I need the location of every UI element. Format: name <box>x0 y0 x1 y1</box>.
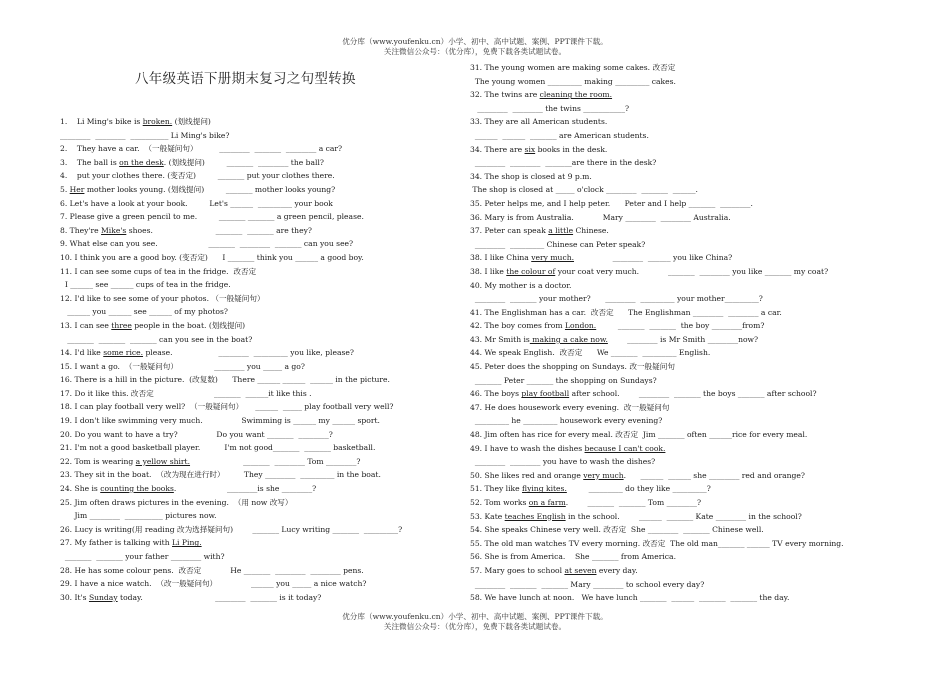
exercise-line <box>60 428 402 442</box>
exercise-line <box>470 564 844 578</box>
line-text: 42. The boy comes from <box>470 321 565 331</box>
exercise-line <box>470 170 844 184</box>
line-text: 35. Peter helps me, and I help peter. Peter and I help _______ ________. <box>470 198 753 208</box>
line-text: 38. I like <box>470 266 507 276</box>
line-text: _______ Peter _______ the shopping on Sundays? <box>470 375 657 385</box>
line-text: ________ ________ you have to wash the dishes? <box>470 457 656 467</box>
exercise-line <box>60 156 402 170</box>
exercise-line <box>60 224 402 238</box>
line-text: 53. Kate <box>470 511 505 521</box>
exercise-line <box>60 197 402 211</box>
exercise-line <box>470 374 844 388</box>
underlined-phrase: on the desk <box>119 157 164 167</box>
exercise-line <box>470 333 844 347</box>
underlined-phrase: six <box>524 144 536 154</box>
line-text: people in the boat. (划线提问) <box>131 320 246 330</box>
line-text: please. ________ _________ you like, please? <box>143 348 354 358</box>
line-text: 7. Please give a green pencil to me. _______ _______ a green pencil, please. <box>60 212 364 222</box>
line-text: 13. I can see <box>60 320 112 330</box>
line-text: ______ you ______ see ______ of my photos? <box>60 307 228 317</box>
underlined-phrase: Mike's <box>101 225 127 235</box>
line-text: 19. I don't like swimming very much. Swimming is ______ my ______ sport. <box>60 416 380 426</box>
header-line-1: 优分库（www.youfenku.cn）小学、初中、高中试题、案例、PPT课件下载。 <box>342 37 608 46</box>
exercise-line <box>470 211 844 225</box>
line-text: 26. Lucy is writing(用 reading 改为选择疑问句) _______ Lucy writing _______ _________? <box>60 524 403 534</box>
exercise-line <box>60 536 402 550</box>
exercise-line <box>470 75 844 89</box>
line-text: 49. I have to wash the dishes <box>470 443 585 453</box>
exercise-line <box>60 455 402 469</box>
line-text: 22. Tom is wearing <box>60 456 136 466</box>
line-text: ________ _______ your mother? ________ _________ your mother_________? <box>470 294 763 304</box>
line-text: 34. The shop is closed at 9 p.m. <box>470 171 592 181</box>
line-text: . (划线提问) _______ ________ the ball? <box>163 157 324 167</box>
exercise-line <box>470 306 844 320</box>
exercise-line <box>60 441 402 455</box>
right-column-exercises <box>470 61 844 605</box>
exercise-line <box>60 210 402 224</box>
line-text: 52. Tom works <box>470 498 529 507</box>
line-text: 1. Li Ming's bike is <box>60 117 143 126</box>
line-text: 32. The twins are <box>470 90 540 100</box>
line-text: 20. Do you want to have a try? Do you want _______ ________? <box>60 429 333 439</box>
line-text: 30. It's <box>60 592 89 602</box>
line-text: 24. She is <box>60 484 101 494</box>
underlined-phrase: very much. <box>531 253 575 263</box>
line-text: Jim ________ __________ pictures now. <box>60 511 217 521</box>
exercise-line <box>470 143 844 157</box>
line-text: ________ _______ _______ Mary ________ to school every day? <box>470 579 705 589</box>
line-text: 11. I can see some cups of tea in the fridge. 改否定 <box>60 266 257 276</box>
exercise-line <box>60 142 402 156</box>
left-column-exercises <box>60 115 402 604</box>
line-text: 56. She is from America. She _______ from America. <box>470 552 676 562</box>
page-footer <box>0 612 950 632</box>
line-text: shoes. _______ _______ are they? <box>126 225 312 235</box>
line-text: mother looks young. (划线提问) _______ mother looks young? <box>84 184 336 194</box>
underlined-phrase: Her <box>69 184 85 194</box>
line-text: 28. He has some colour pens. 改否定 He _______ ________ ________ pens. <box>60 565 364 575</box>
exercise-line <box>60 115 402 129</box>
exercise-line <box>470 115 844 129</box>
exercise-line <box>60 346 402 360</box>
exercise-line <box>470 537 844 551</box>
line-text: Chinese. <box>573 226 609 236</box>
exercise-line <box>60 183 402 197</box>
line-text: 10. I think you are a good boy. (变否定) I _______ think you ______ a good boy. <box>60 252 364 262</box>
underlined-phrase: cleaning the room. <box>539 90 613 100</box>
line-text: in the school. ______ _______ Kate ________ in the school? <box>565 511 802 521</box>
exercise-line <box>60 400 402 414</box>
exercise-line <box>60 564 402 578</box>
exercise-line <box>60 251 402 265</box>
line-text: The shop is closed at _____ o'clock ________ _______ ______. <box>470 185 698 195</box>
exercise-line <box>470 428 844 442</box>
exercise-line <box>60 387 402 401</box>
line-text: ________ _________ Chinese can Peter speak? <box>470 239 646 249</box>
exercise-line <box>470 482 844 496</box>
exercise-line <box>60 305 402 319</box>
exercise-line <box>60 509 402 523</box>
exercise-line <box>60 373 402 387</box>
exercise-line <box>470 523 844 537</box>
exercise-line <box>60 169 402 183</box>
line-text: 12. I'd like to see some of your photos. （一般疑问句） <box>60 293 265 303</box>
exercise-line <box>60 333 402 347</box>
exercise-line <box>60 265 402 279</box>
exercise-line <box>470 88 844 102</box>
exercise-line <box>60 496 402 510</box>
line-text: 25. Jim often draws pictures in the evening. （用 now 改写） <box>60 497 293 507</box>
underlined-phrase: making a cake now. <box>529 334 608 344</box>
line-text: 6. Let's have a look at your book. Let's ______ _________ your book <box>60 198 333 208</box>
exercise-line <box>470 401 844 415</box>
line-text: _________ he _________ housework every evening? <box>470 416 663 426</box>
exercise-line <box>470 510 844 524</box>
line-text: ________ ______ you like China? <box>574 253 733 263</box>
line-text: ________ ________ _______are there in the desk? <box>470 158 657 168</box>
exercise-line <box>60 319 402 333</box>
line-text: 37. Peter can speak <box>470 226 549 236</box>
underlined-phrase: on a farm <box>528 498 566 507</box>
line-text: 15. I want a go. （一般疑问句） ________ you _____ a go? <box>60 361 305 371</box>
exercise-line <box>60 577 402 591</box>
exercise-line <box>470 129 844 143</box>
line-text: . ______ ______ she ________ red and orange? <box>623 470 805 480</box>
exercise-line <box>60 129 402 143</box>
exercise-line <box>60 292 402 306</box>
exercise-line <box>470 469 844 483</box>
line-text: 55. The old man watches TV every morning. 改否定 The old man_______ ______ TV every morning. <box>470 538 844 548</box>
underlined-phrase: play football <box>521 389 570 399</box>
line-text: ______ ______ _______ are American students. <box>470 130 649 140</box>
exercise-line <box>60 360 402 374</box>
exercise-line <box>470 197 844 211</box>
line-text: 34. There are <box>470 144 525 154</box>
line-text: 27. My father is talking with <box>60 538 173 548</box>
line-text: 47. He does housework every evening. 改一般疑问句 <box>470 402 670 412</box>
underlined-phrase: very much <box>583 470 624 480</box>
exercise-line <box>470 265 844 279</box>
exercise-line <box>60 591 402 605</box>
line-text: _______ ________ Tom ________? <box>190 456 361 466</box>
underlined-phrase: some rice. <box>103 348 144 358</box>
line-text: 54. She speaks Chinese very well. 改否定 She ________ _______ Chinese well. <box>470 525 764 535</box>
line-text: 44. We speak English. 改否定 We _______ _________ English. <box>470 348 711 358</box>
line-text: 8. They're <box>60 225 102 235</box>
line-text: 43. Mr Smith is <box>470 334 530 344</box>
line-text: I ______ see ______ cups of tea in the fridge. <box>60 280 231 290</box>
line-text: ________ is Mr Smith ________now? <box>607 334 759 344</box>
footer-line-2: 关注微信公众号：（优分库），免费下载各类试题试卷。 <box>383 622 567 631</box>
line-text: 9. What else can you see. _______ ________ _______ can you see? <box>60 239 354 249</box>
line-text: 31. The young women are making some cakes. 改否定 <box>470 63 676 72</box>
line-text: . _______ _______ Tom ________? <box>565 498 702 507</box>
exercise-line <box>470 183 844 197</box>
line-text: 58. We have lunch at noon. We have lunch _______ ______ _______ _______ the day. <box>470 593 790 603</box>
exercise-line <box>470 319 844 333</box>
underlined-phrase: the colour of <box>506 266 556 276</box>
exercise-line <box>470 346 844 360</box>
line-text: . ________is she ________? <box>173 484 317 494</box>
exercise-line <box>470 360 844 374</box>
exercise-line <box>470 102 844 116</box>
exercise-line <box>470 496 844 510</box>
exercise-line <box>470 455 844 469</box>
exercise-line <box>470 442 844 456</box>
line-text: 51. They like <box>470 484 523 494</box>
underlined-phrase: counting the books <box>100 484 174 494</box>
line-text: _______ _______ the boy ________from? <box>596 321 765 331</box>
underlined-phrase: teaches English <box>504 511 566 521</box>
underlined-phrase: Li Ping. <box>172 538 202 548</box>
line-text: 14. I'd like <box>60 348 104 358</box>
line-text: 40. My mother is a doctor. <box>470 280 572 290</box>
line-text: 57. Mary goes to school <box>470 565 565 575</box>
line-text: 48. Jim often has rice for every meal. 改否定 Jim _______ often ______rice for every meal. <box>470 430 808 440</box>
line-text: 2. They have a car. （一般疑问句） ________ _______ ________ a car? <box>60 144 343 154</box>
exercise-line <box>470 550 844 564</box>
line-text: 41. The Englishman has a car. 改否定 The Englishman ________ ________ a car. <box>470 307 782 317</box>
underlined-phrase: flying kites. <box>522 484 567 494</box>
underlined-phrase: broken. <box>142 117 173 126</box>
exercise-line <box>470 251 844 265</box>
line-text: 23. They sit in the boat. （改为现在进行时） They ________ _________ in the boat. <box>60 470 381 480</box>
exercise-line <box>470 292 844 306</box>
exercise-line <box>60 278 402 292</box>
exercise-line <box>60 550 402 564</box>
underlined-phrase: a yellow shirt. <box>135 456 191 466</box>
exercise-line <box>470 279 844 293</box>
footer-line-1: 优分库（www.youfenku.cn）小学、初中、高中试题、案例、PPT课件下载。 <box>342 612 608 621</box>
line-text: 46. The boys <box>470 389 522 399</box>
line-text: 29. I have a nice watch. （改一般疑问句） ______ you _____ a nice watch? <box>60 579 367 589</box>
line-text: 16. There is a hill in the picture. (改复数) There ______ ______ ______ in the picture. <box>60 375 390 385</box>
exercise-line <box>470 156 844 170</box>
page-header <box>0 37 950 57</box>
line-text: (划线提问) <box>172 117 211 126</box>
exercise-line <box>60 468 402 482</box>
line-text: 36. Mary is from Australia. Mary ________ ________ Australia. <box>470 212 731 222</box>
line-text: _______ _______ _______ can you see in the boat? <box>60 334 253 344</box>
exercise-line <box>60 482 402 496</box>
exercise-line <box>470 238 844 252</box>
line-text: 4. put your clothes there. (变否定) _______ put your clothes there. <box>60 171 335 181</box>
line-text: books in the desk. <box>535 144 608 154</box>
underlined-phrase: London. <box>564 321 597 331</box>
exercise-line <box>470 414 844 428</box>
line-text: _________ do they like _________? <box>566 484 711 494</box>
line-text: 5. <box>60 184 70 194</box>
line-text: ________ ________ __________ Li Ming's bike? <box>60 130 230 140</box>
underlined-phrase: Sunday <box>88 592 118 602</box>
line-text: today. ________ _______ is it today? <box>117 592 322 602</box>
line-text: 3. The ball is <box>60 157 120 167</box>
exercise-line <box>470 591 844 605</box>
underlined-phrase: because I can't cook. <box>584 443 666 453</box>
exercise-line <box>470 61 844 75</box>
line-text: ________ ________ the twins ___________? <box>470 103 630 113</box>
line-text: 18. I can play football very well? （一般疑问句） ______ _____ play football very well? <box>60 402 394 412</box>
underlined-phrase: at seven <box>564 565 597 575</box>
line-text: 17. Do it like this. 改否定 _______ ______it like this . <box>60 388 312 398</box>
line-text: your coat very much. _______ ________ you like _______ my coat? <box>555 266 829 276</box>
underlined-phrase: a little <box>548 226 574 236</box>
header-line-2: 关注微信公众号：（优分库），免费下载各类试题试卷。 <box>383 47 567 56</box>
line-text: after school. ________ _______ the boys _______ after school? <box>569 389 817 399</box>
exercise-line <box>470 387 844 401</box>
line-text: _______ _______ your father ________ with? <box>60 552 225 561</box>
line-text: 33. They are all American students. <box>470 117 608 127</box>
worksheet-title: 八年级英语下册期末复习之句型转换 <box>135 71 356 87</box>
line-text: every day. <box>596 565 638 575</box>
exercise-line <box>60 523 402 537</box>
line-text: 50. She likes red and orange <box>470 470 584 480</box>
line-text: 21. I'm not a good basketball player. I'm not good_______ _______ basketball. <box>60 443 376 453</box>
exercise-line <box>60 237 402 251</box>
exercise-line <box>60 414 402 428</box>
exercise-line <box>470 224 844 238</box>
line-text: 38. I like China <box>470 253 532 263</box>
line-text: 45. Peter does the shopping on Sundays. 改一般疑问句 <box>470 362 675 372</box>
exercise-line <box>470 578 844 592</box>
line-text: The young women _________ making _________ cakes. <box>470 76 676 86</box>
underlined-phrase: three <box>111 320 132 330</box>
